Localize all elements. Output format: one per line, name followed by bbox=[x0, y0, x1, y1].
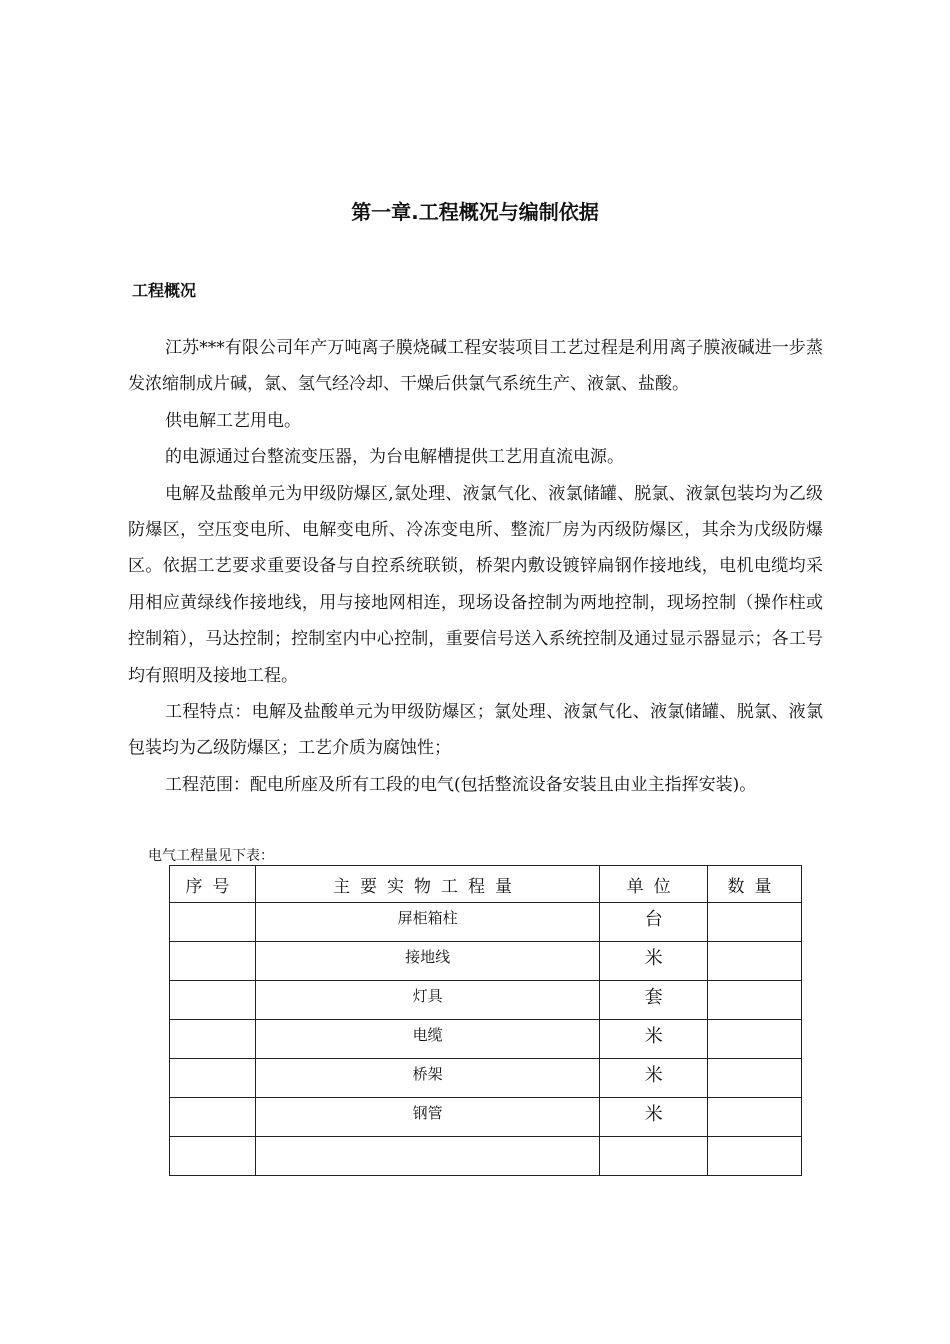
paragraph-features: 工程特点：电解及盐酸单元为甲级防爆区；氯处理、液氯气化、液氯储罐、脱氯、液氯包装均为乙级防爆区；工艺介质为腐蚀性； bbox=[128, 702, 823, 759]
cell-item bbox=[255, 1137, 599, 1176]
cell-qty bbox=[708, 1059, 802, 1098]
paragraph-overview: 江苏***有限公司年产万吨离子膜烧碱工程安装项目工艺过程是利用离子膜液碱进一步蒸发浓缩制成片碱，氯、氢气经冷却、干燥后供氯气系统生产、液氯、盐酸。 bbox=[128, 338, 823, 395]
cell-unit: 米 bbox=[600, 942, 708, 981]
table-row bbox=[170, 1020, 802, 1059]
cell-no bbox=[170, 903, 256, 942]
cell-qty bbox=[708, 903, 802, 942]
cell-unit bbox=[600, 1137, 708, 1176]
paragraph-power-supply: 供电解工艺用电。 bbox=[165, 410, 301, 431]
table-caption: 电气工程量见下表： bbox=[148, 848, 274, 864]
table-row bbox=[170, 942, 802, 981]
cell-unit: 米 bbox=[600, 1098, 708, 1137]
cell-qty bbox=[708, 1020, 802, 1059]
cell-item: 灯具 bbox=[255, 981, 599, 1020]
cell-item: 接地线 bbox=[255, 942, 599, 981]
cell-unit: 米 bbox=[600, 1020, 708, 1059]
header-unit: 单位 bbox=[600, 866, 708, 903]
header-serial-no: 序号 bbox=[170, 866, 256, 903]
cell-qty bbox=[708, 1137, 802, 1176]
cell-no bbox=[170, 942, 256, 981]
cell-unit: 米 bbox=[600, 1059, 708, 1098]
header-quantity: 数量 bbox=[708, 866, 802, 903]
cell-qty bbox=[708, 1098, 802, 1137]
cell-qty bbox=[708, 942, 802, 981]
cell-no bbox=[170, 1098, 256, 1137]
cell-unit: 套 bbox=[600, 981, 708, 1020]
cell-item: 桥架 bbox=[255, 1059, 599, 1098]
section-title: 工程概况 bbox=[132, 281, 197, 300]
cell-no bbox=[170, 981, 256, 1020]
body-text bbox=[128, 330, 823, 803]
table-row bbox=[170, 1098, 802, 1137]
cell-item: 电缆 bbox=[255, 1020, 599, 1059]
paragraph-explosion-zones: 电解及盐酸单元为甲级防爆区,氯处理、液氯气化、液氯储罐、脱氯、液氯包装均为乙级防爆区，空压变电所、电解变电所、冷冻变电所、整流厂房为丙级防爆区，其余为戊级防爆区。依据工艺要求重要设备与自控系统联锁，桥架内敷设镀锌扁钢作接地线，电机电缆均采用相应黄绿线作接地线，用与接地网相连，现场设备控制为两地控制，现场控制（操作柱或控制箱），马达控制；控制室内中心控制，重要信号送入系统控制及通过显示器显示；各工号均有照明及接地工程。 bbox=[128, 483, 823, 686]
cell-item: 屏柜箱柱 bbox=[255, 903, 599, 942]
table-row bbox=[170, 981, 802, 1020]
table-row bbox=[170, 1137, 802, 1176]
table-row bbox=[170, 1059, 802, 1098]
paragraph-power-source: 的电源通过台整流变压器，为台电解槽提供工艺用直流电源。 bbox=[165, 447, 624, 468]
cell-unit: 台 bbox=[600, 903, 708, 942]
quantity-table bbox=[169, 865, 802, 1176]
cell-no bbox=[170, 1020, 256, 1059]
cell-qty bbox=[708, 981, 802, 1020]
cell-no bbox=[170, 1137, 256, 1176]
chapter-title: 第一章.工程概况与编制依据 bbox=[351, 200, 599, 224]
table-row bbox=[170, 903, 802, 942]
paragraph-scope: 工程范围：配电所座及所有工段的电气(包括整流设备安装且由业主指挥安装)。 bbox=[165, 774, 757, 795]
cell-no bbox=[170, 1059, 256, 1098]
cell-item: 钢管 bbox=[255, 1098, 599, 1137]
header-item: 主要实物工程量 bbox=[255, 866, 599, 903]
table-header-row bbox=[170, 866, 802, 903]
